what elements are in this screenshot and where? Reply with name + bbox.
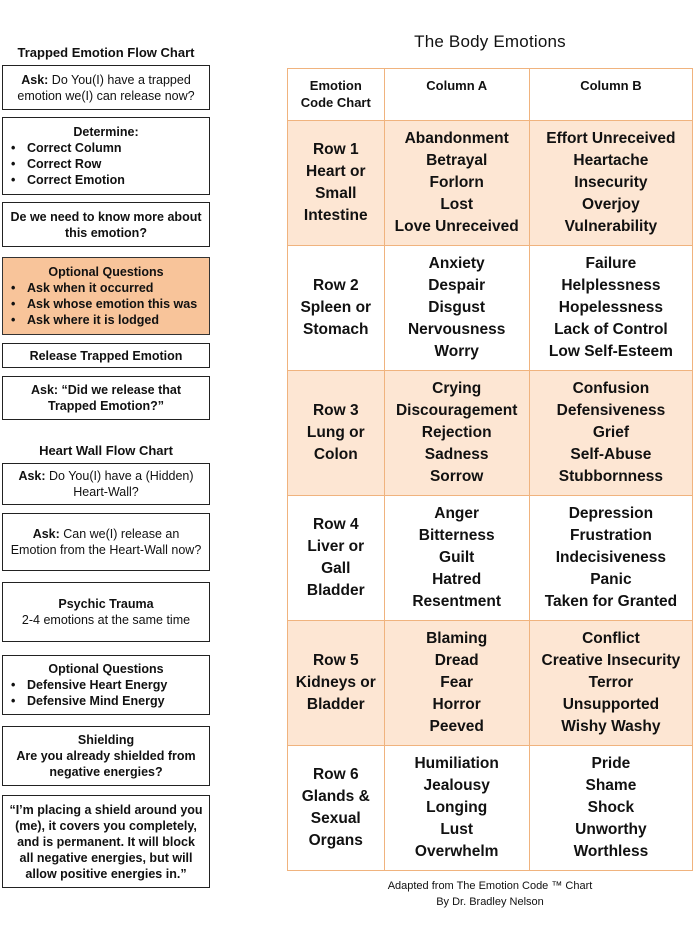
- emotion-item: Overwhelm: [414, 843, 499, 860]
- list-item: • Defensive Mind Energy: [9, 693, 203, 709]
- emotion-item: Defensiveness: [556, 402, 666, 419]
- emotion-code-table: [287, 68, 693, 871]
- emotion-item: Rejection: [421, 424, 492, 441]
- release-text: Release Trapped Emotion: [29, 348, 183, 363]
- emotion-item: Guilt: [439, 549, 475, 566]
- emotion-item: Crying: [432, 380, 482, 397]
- column-a-cell: [384, 746, 529, 870]
- emotion-item: Anger: [434, 505, 480, 522]
- ask-label: Ask:: [21, 72, 49, 87]
- emotion-item: Failure: [585, 255, 637, 272]
- emotion-item: Overjoy: [582, 196, 640, 213]
- emotion-item: Self-Abuse: [570, 446, 652, 463]
- list-item: • Ask where it is lodged: [9, 312, 203, 328]
- column-b-cell: [529, 746, 692, 870]
- emotion-item: Shock: [587, 799, 635, 816]
- optional-heading: Optional Questions: [48, 265, 164, 279]
- table-footer: [287, 878, 693, 910]
- emotion-item: Low Self-Esteem: [548, 343, 673, 360]
- emotion-item: Insecurity: [574, 174, 648, 191]
- emotion-item: Panic: [590, 571, 632, 588]
- row-label-line: Small: [315, 185, 357, 202]
- emotion-item: Lack of Control: [554, 321, 668, 338]
- row-label-line: Bladder: [306, 696, 365, 713]
- list-item: • Correct Emotion: [9, 172, 203, 188]
- flow-box-determine: [2, 117, 210, 195]
- header-emotion-code-chart: Emotion Code Chart: [300, 78, 371, 110]
- psychic-trauma-text: 2-4 emotions at the same time: [21, 613, 191, 627]
- emotion-item: Nervousness: [407, 321, 506, 338]
- flow-box-release: [2, 343, 210, 368]
- row-label-cell: [288, 246, 384, 370]
- row-label-line: Lung or: [306, 424, 365, 441]
- footer-source: Adapted from The Emotion Code ™ Chart: [387, 880, 593, 892]
- row-label-line: Kidneys or: [295, 674, 376, 691]
- table-row: [288, 245, 692, 370]
- flow-box-ask-heart-wall: [2, 463, 210, 505]
- emotion-item: Unworthy: [575, 821, 647, 838]
- row-label-cell: [288, 121, 384, 245]
- column-b-cell: [529, 246, 692, 370]
- column-b-cell: [529, 371, 692, 495]
- optional-heart-heading: Optional Questions: [48, 662, 164, 676]
- ask-text: Do You(I) have a trapped emotion we(I) can release now?: [17, 72, 195, 103]
- column-a-cell: [384, 496, 529, 620]
- row-label-cell: [288, 621, 384, 745]
- determine-heading: Determine:: [73, 125, 139, 139]
- table-row: [288, 620, 692, 745]
- emotion-item: Depression: [568, 505, 654, 522]
- flow-box-shielding: [2, 726, 210, 786]
- emotion-item: Worthless: [573, 843, 649, 860]
- flow-box-ask-release-heart-wall: [2, 513, 210, 571]
- table-row: [288, 495, 692, 620]
- emotion-item: Abandonment: [404, 130, 509, 147]
- emotion-item: Resentment: [412, 593, 502, 610]
- emotion-item: Forlorn: [429, 174, 484, 191]
- emotion-item: Stubbornness: [558, 468, 663, 485]
- emotion-item: Frustration: [570, 527, 652, 544]
- emotion-item: Humiliation: [414, 755, 499, 772]
- row-label-line: Heart or: [306, 163, 366, 180]
- flow-box-psychic-trauma: [2, 582, 210, 642]
- emotion-item: Bitterness: [418, 527, 495, 544]
- row-label-line: Row 5: [312, 652, 359, 669]
- emotion-item: Taken for Granted: [544, 593, 678, 610]
- flow-box-optional-questions: [2, 257, 210, 335]
- emotion-item: Jealousy: [423, 777, 490, 794]
- emotion-item: Blaming: [426, 630, 488, 647]
- emotion-item: Despair: [428, 277, 486, 294]
- row-label-cell: [288, 746, 384, 870]
- column-a-cell: [384, 121, 529, 245]
- table-row: [288, 120, 692, 245]
- emotion-item: Helplessness: [561, 277, 661, 294]
- emotion-item: Hatred: [432, 571, 482, 588]
- trapped-emotion-flow-title: Trapped Emotion Flow Chart: [17, 45, 195, 60]
- header-column-a: Column A: [384, 69, 529, 120]
- emotion-item: Vulnerability: [564, 218, 658, 235]
- row-label-line: Row 3: [312, 402, 359, 419]
- emotion-item: Longing: [426, 799, 488, 816]
- emotion-item: Sorrow: [429, 468, 484, 485]
- row-label-cell: [288, 371, 384, 495]
- emotion-item: Unsupported: [562, 696, 660, 713]
- list-item: • Defensive Heart Energy: [9, 677, 203, 693]
- row-label-line: Colon: [313, 446, 358, 463]
- row-label-cell: [288, 496, 384, 620]
- ask-label: Ask:: [32, 527, 60, 541]
- column-a-cell: [384, 371, 529, 495]
- emotion-item: Horror: [432, 696, 481, 713]
- psychic-trauma-heading: Psychic Trauma: [58, 597, 154, 611]
- flow-box-optional-heart: [2, 655, 210, 715]
- row-label-line: Row 6: [312, 766, 359, 783]
- row-label-line: Liver or: [307, 538, 365, 555]
- ask-text: Can we(I) release an Emotion from the Heart-Wall now?: [10, 527, 202, 557]
- row-label-line: Organs: [308, 832, 363, 849]
- page-title: The Body Emotions: [414, 32, 566, 51]
- row-label-line: Bladder: [306, 582, 365, 599]
- column-b-cell: [529, 121, 692, 245]
- emotion-item: Lust: [440, 821, 474, 838]
- row-label-line: Sexual: [310, 810, 361, 827]
- row-label-line: Spleen or: [300, 299, 372, 316]
- row-label-line: Glands &: [301, 788, 370, 805]
- emotion-item: Betrayal: [426, 152, 488, 169]
- flow-box-did-release: [2, 376, 210, 420]
- shield-statement-text: “I’m placing a shield around you (me), it covers you completely, and is permanent. It will block all negative energies, but will allow positive energies in.”: [9, 802, 203, 881]
- row-label-line: Intestine: [303, 207, 368, 224]
- emotion-item: Effort Unreceived: [546, 130, 676, 147]
- row-label-line: Stomach: [303, 321, 369, 338]
- emotion-item: Dread: [434, 652, 479, 669]
- know-more-text: De we need to know more about this emotion?: [10, 209, 202, 240]
- list-item: • Correct Column: [9, 140, 203, 156]
- emotion-item: Indecisiveness: [555, 549, 667, 566]
- optional-list: [9, 280, 203, 328]
- emotion-item: Disgust: [428, 299, 486, 316]
- emotion-item: Grief: [592, 424, 629, 441]
- shielding-text: Are you already shielded from negative energies?: [16, 749, 196, 779]
- ask-text: Do You(I) have a (Hidden) Heart-Wall?: [45, 469, 194, 499]
- ask-label: Ask:: [18, 469, 46, 483]
- heart-wall-flow-title: Heart Wall Flow Chart: [39, 443, 173, 458]
- column-b-cell: [529, 496, 692, 620]
- column-b-cell: [529, 621, 692, 745]
- table-row: [288, 370, 692, 495]
- did-release-text: Ask: “Did we release that Trapped Emotion?”: [30, 383, 182, 413]
- list-item: • Ask when it occurred: [9, 280, 203, 296]
- emotion-item: Conflict: [582, 630, 640, 647]
- emotion-item: Pride: [591, 755, 631, 772]
- emotion-item: Hopelessness: [558, 299, 664, 316]
- emotion-item: Anxiety: [428, 255, 485, 272]
- list-item: • Ask whose emotion this was: [9, 296, 203, 312]
- emotion-item: Confusion: [572, 380, 650, 397]
- emotion-item: Wishy Washy: [561, 718, 661, 735]
- emotion-item: Creative Insecurity: [541, 652, 681, 669]
- footer-author: By Dr. Bradley Nelson: [436, 896, 544, 908]
- row-label-line: Row 1: [312, 141, 359, 158]
- column-a-cell: [384, 246, 529, 370]
- flow-box-shield-statement: [2, 795, 210, 888]
- table-header-row: [288, 69, 692, 120]
- list-item: • Correct Row: [9, 156, 203, 172]
- row-label-line: Row 4: [312, 516, 359, 533]
- flow-box-text: [9, 72, 203, 104]
- emotion-item: Discouragement: [395, 402, 518, 419]
- flow-box-ask-trapped: [2, 65, 210, 110]
- flow-box-know-more: [2, 202, 210, 247]
- optional-heart-list: [9, 677, 203, 709]
- flow-box-text: [9, 468, 203, 500]
- shielding-heading: Shielding: [77, 733, 135, 747]
- emotion-item: Love Unreceived: [394, 218, 519, 235]
- emotion-item: Fear: [440, 674, 474, 691]
- table-row: [288, 745, 692, 870]
- emotion-item: Sadness: [424, 446, 489, 463]
- row-label-line: Gall: [321, 560, 351, 577]
- row-label-line: Row 2: [312, 277, 359, 294]
- flow-box-text: [9, 526, 203, 558]
- emotion-item: Lost: [440, 196, 474, 213]
- emotion-item: Shame: [585, 777, 637, 794]
- header-column-b: Column B: [529, 69, 692, 120]
- determine-list: [9, 140, 203, 188]
- emotion-item: Worry: [434, 343, 479, 360]
- emotion-item: Heartache: [573, 152, 649, 169]
- emotion-item: Terror: [588, 674, 634, 691]
- emotion-item: Peeved: [429, 718, 484, 735]
- column-a-cell: [384, 621, 529, 745]
